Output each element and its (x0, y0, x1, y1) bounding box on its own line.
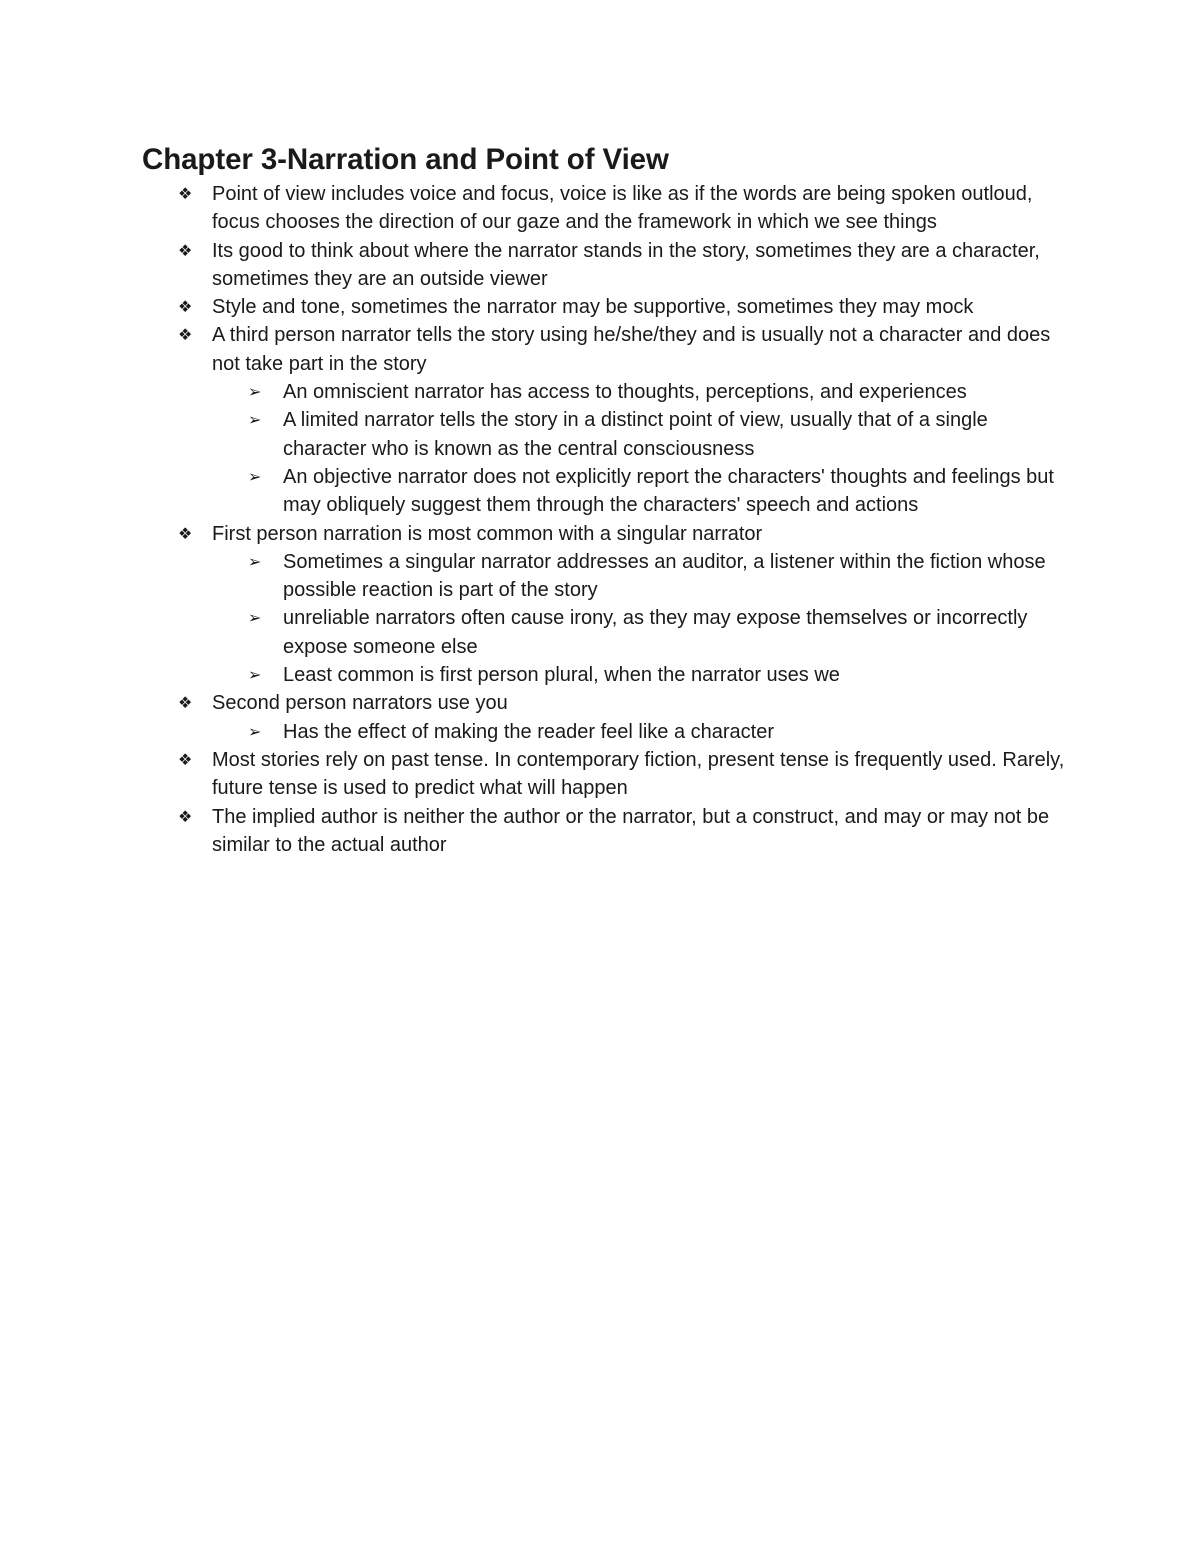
sub-list-container (142, 718, 1072, 746)
diamond-bullet-icon: ❖ (178, 297, 193, 317)
arrow-bullet-icon: ➢ (248, 410, 262, 430)
diamond-bullet-icon: ❖ (178, 806, 193, 826)
arrow-bullet-icon: ➢ (248, 466, 262, 486)
list-item-text: First person narration is most common with a singular narrator (212, 522, 763, 545)
sub-list-item (212, 463, 1072, 520)
sub-list-item-text: An omniscient narrator has access to thoughts, perceptions, and experiences (283, 381, 967, 404)
sub-list-item-text: Least common is first person plural, when the narrator uses we (283, 664, 840, 687)
list-item (142, 803, 1072, 860)
sub-list-item (212, 718, 1072, 746)
sub-list-item (212, 604, 1072, 661)
list-item-text: Point of view includes voice and focus, voice is like as if the words are being spoken outloud, focus chooses the direction of our gaze and the framework in which we see things (212, 183, 1033, 234)
sub-list-item-text: A limited narrator tells the story in a distinct point of view, usually that of a single character who is known as the central consciousness (283, 409, 988, 460)
sub-list-item (212, 378, 1072, 406)
list-item (142, 237, 1072, 294)
diamond-bullet-icon: ❖ (178, 693, 193, 713)
sub-list-item-text: An objective narrator does not explicitly report the characters' thoughts and feelings but may obliquely suggest them through the characters' speech and actions (283, 465, 1054, 517)
list-item-text: Its good to think about where the narrator stands in the story, sometimes they are a character, sometimes they are an outside viewer (212, 239, 1040, 290)
bullet-list (142, 180, 1072, 859)
list-item (142, 689, 1072, 717)
arrow-bullet-icon: ➢ (248, 665, 262, 685)
sub-bullet-list (212, 718, 1072, 746)
arrow-bullet-icon: ➢ (248, 382, 262, 402)
list-item (142, 180, 1072, 237)
sub-list-item (212, 548, 1072, 605)
arrow-bullet-icon: ➢ (248, 608, 262, 628)
diamond-bullet-icon: ❖ (178, 325, 193, 345)
diamond-bullet-icon: ❖ (178, 749, 193, 769)
diamond-bullet-icon: ❖ (178, 240, 193, 260)
arrow-bullet-icon: ➢ (248, 551, 262, 571)
arrow-bullet-icon: ➢ (248, 721, 262, 741)
sub-list-container (142, 548, 1072, 689)
list-item-text: Style and tone, sometimes the narrator may be supportive, sometimes they may mock (212, 296, 974, 319)
diamond-bullet-icon: ❖ (178, 523, 193, 543)
list-item-text: A third person narrator tells the story using he/she/they and is usually not a character and does not take part in the story (212, 324, 1051, 375)
sub-bullet-list (212, 378, 1072, 519)
list-item-text: The implied author is neither the author or the narrator, but a construct, and may or may not be similar to the actual author (212, 805, 1050, 856)
diamond-bullet-icon: ❖ (178, 184, 193, 203)
list-item (142, 520, 1072, 548)
sub-list-item-text: Sometimes a singular narrator addresses an auditor, a listener within the fiction whose possible reaction is part of the story (283, 550, 1046, 602)
sub-bullet-list (212, 548, 1072, 689)
sub-list-item (212, 661, 1072, 689)
list-item (142, 746, 1072, 803)
list-item-text: Second person narrators use you (212, 692, 508, 715)
sub-list-container (142, 378, 1072, 519)
page-title: Chapter 3-Narration and Point of View (142, 143, 669, 176)
sub-list-item-text: Has the effect of making the reader feel like a character (283, 720, 775, 743)
list-item (142, 293, 1072, 321)
sub-list-item (212, 406, 1072, 463)
list-item-text: Most stories rely on past tense. In contemporary fiction, present tense is frequently used. Rarely, future tense is used to predict what will happen (212, 748, 1065, 800)
document-content (142, 140, 1072, 859)
sub-list-item-text: unreliable narrators often cause irony, as they may expose themselves or incorrectly expose someone else (283, 607, 1028, 658)
list-item (142, 321, 1072, 378)
